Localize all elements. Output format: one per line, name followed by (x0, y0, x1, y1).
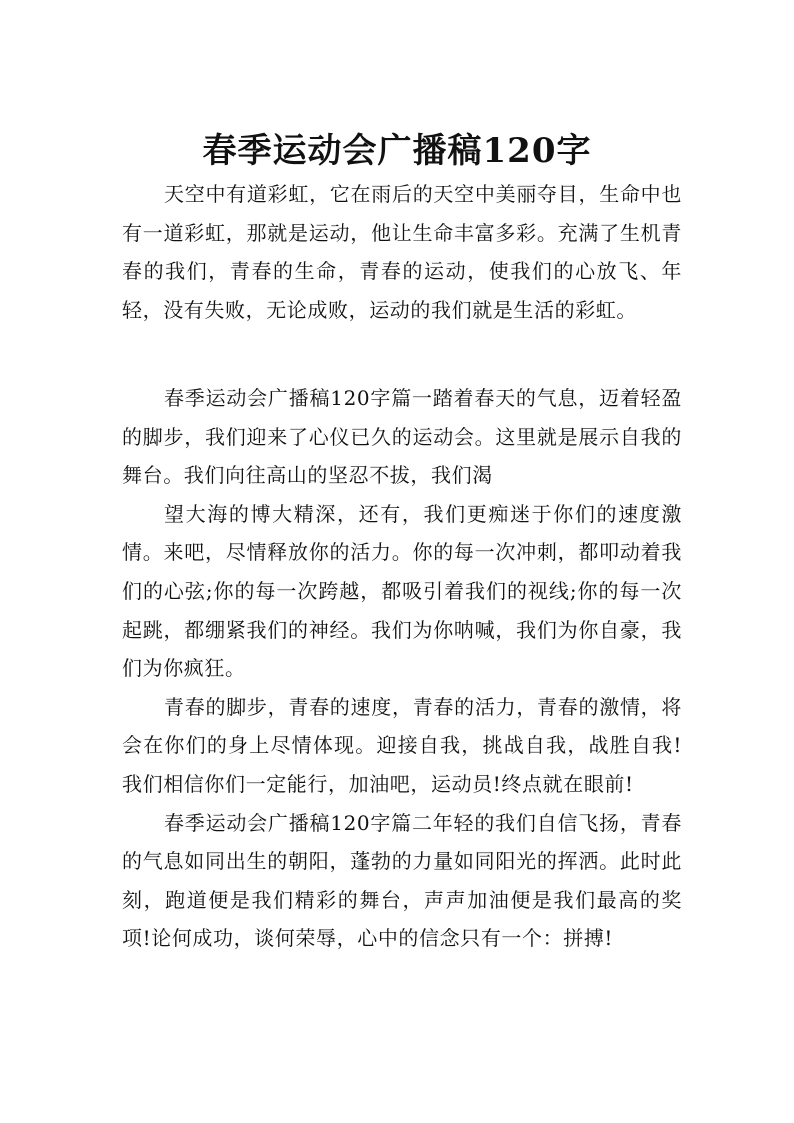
intro-section (122, 175, 682, 329)
paragraph-4: 春季运动会广播稿120字篇二年轻的我们自信飞扬，青春的气息如同出生的朝阳，蓬勃的力量如同阳光的挥洒。此时此刻，跑道便是我们精彩的舞台，声声加油便是我们最高的奖项!论何成功，谈何荣辱，心中的信念只有一个：拼搏! (122, 810, 682, 951)
paragraph-2: 望大海的博大精深，还有，我们更痴迷于你们的速度激情。来吧，尽情释放你的活力。你的每一次冲刺，都叩动着我们的心弦;你的每一次跨越，都吸引着我们的视线;你的每一次起跳，都绷紧我们的神经。我们为你呐喊，我们为你自豪，我们为你疯狂。 (122, 501, 682, 681)
intro-paragraph: 天空中有道彩虹，它在雨后的天空中美丽夺目，生命中也有一道彩虹，那就是运动，他让生命丰富多彩。充满了生机青春的我们，青春的生命，青春的运动，使我们的心放飞、年轻，没有失败，无论成败，运动的我们就是生活的彩虹。 (122, 182, 682, 322)
document-title: 春季运动会广播稿120字 (202, 130, 592, 171)
main-section (122, 379, 682, 958)
paragraph-3: 青春的脚步，青春的速度，青春的活力，青春的激情，将会在你们的身上尽情体现。迎接自我，挑战自我，战胜自我!我们相信你们一定能行，加油吧，运动员!终点就在眼前! (122, 694, 682, 796)
paragraph-1: 春季运动会广播稿120字篇一踏着春天的气息，迈着轻盈的脚步，我们迎来了心仪已久的运动会。这里就是展示自我的舞台。我们向往高山的坚忍不拔，我们渴 (122, 386, 682, 488)
